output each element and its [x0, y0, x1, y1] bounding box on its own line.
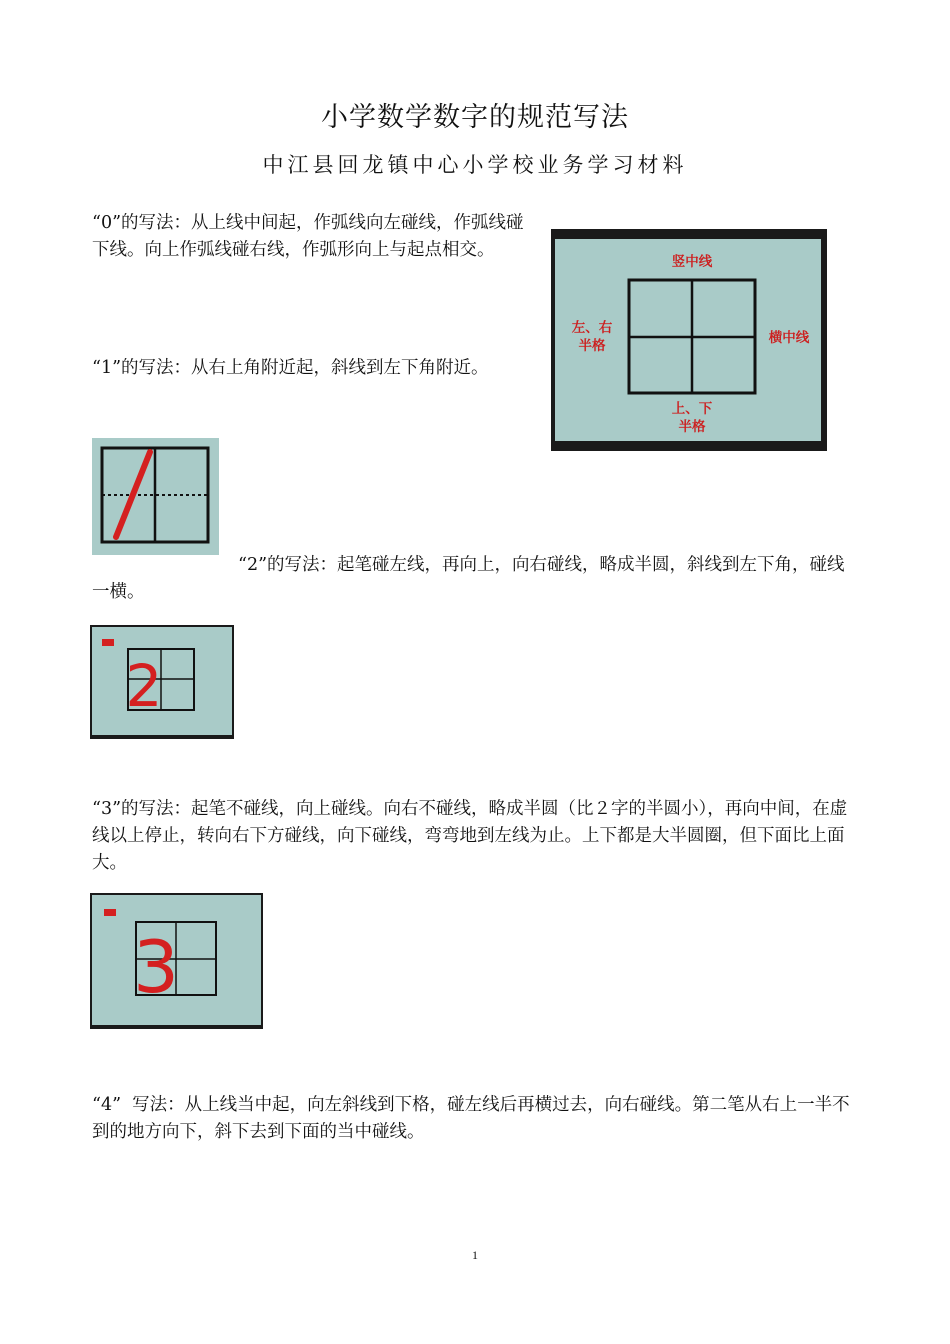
paragraph-one-text: “1”的写法：从右上角附近起，斜线到左下角附近。	[92, 358, 489, 378]
paragraph-two	[92, 552, 860, 606]
paragraph-four	[92, 1092, 860, 1146]
digit-three-flag-icon	[104, 909, 116, 916]
digit-one-svg	[92, 438, 219, 555]
paragraph-four-text: “4” 写法：从上线当中起，向左斜线到下格，碰左线后再横过去，向右碰线。第二笔从右上一半不到的地方向下，斜下去到下面的当中碰线。	[92, 1095, 850, 1142]
paragraph-zero	[92, 210, 538, 264]
digit-two-flag-icon	[102, 639, 114, 646]
digit-three-figure	[90, 893, 263, 1029]
paragraph-zero-text: “0”的写法：从上线中间起，作弧线向左碰线，作弧线碰下线。向上作弧线碰右线，作弧形向上与起点相交。	[92, 213, 524, 260]
paragraph-three	[92, 796, 860, 877]
page-number: 1	[472, 1248, 478, 1262]
digit-two-figure	[90, 625, 234, 739]
label-horizontal-midline: 横中线	[768, 330, 810, 346]
label-bottom-line-1: 上、下	[671, 401, 713, 417]
digit-two-svg	[92, 627, 232, 735]
grid-diagram-board	[555, 239, 821, 441]
label-top-bottom-half	[655, 400, 729, 436]
page-subtitle: 中江县回龙镇中心小学校业务学习材料	[262, 153, 688, 177]
page-title: 小学数学数字的规范写法	[321, 102, 629, 133]
label-vertical-midline: 竖中线	[671, 254, 713, 270]
digit-three-board	[92, 895, 261, 1025]
label-left-line-1: 左、右	[571, 320, 613, 336]
digit-two-glyph: 2	[125, 652, 163, 720]
digit-one-figure	[92, 438, 219, 555]
digit-two-board	[92, 627, 232, 735]
label-left-right-half	[559, 319, 625, 355]
grid-diagram	[551, 229, 827, 451]
digit-three-svg	[92, 895, 261, 1025]
label-left-line-2: 半格	[578, 338, 606, 354]
label-bottom-line-2: 半格	[678, 419, 706, 435]
paragraph-three-text: “3”的写法：起笔不碰线，向上碰线。向右不碰线，略成半圆（比２字的半圆小），再向中间，在虚线以上停止，转向右下方碰线，向下碰线，弯弯地到左线为止。上下都是大半圆圈，但下面比上面大。	[92, 799, 848, 873]
digit-three-glyph: 3	[133, 925, 179, 1009]
paragraph-two-text: “2”的写法：起笔碰左线，再向上，向右碰线，略成半圆，斜线到左下角，碰线一横。	[92, 555, 845, 602]
paragraph-one	[92, 355, 538, 382]
